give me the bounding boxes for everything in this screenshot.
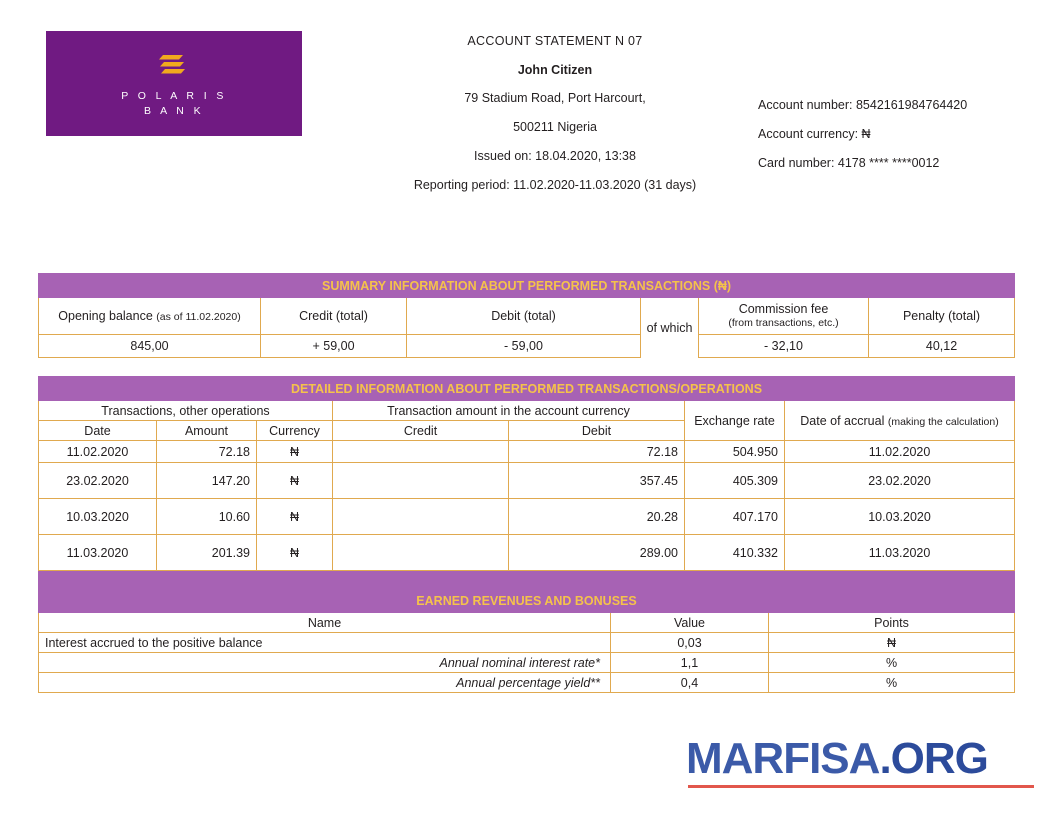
row-exchange-rate: 405.309 (685, 463, 785, 499)
summary-header-opening-balance (39, 298, 261, 335)
row-accrual-date: 10.03.2020 (785, 499, 1015, 535)
page-title: ACCOUNT STATEMENT N 07 (467, 34, 643, 48)
account-meta (758, 91, 967, 178)
summary-table (38, 273, 1015, 358)
list-item (39, 673, 1015, 693)
revenue-name: Annual nominal interest rate* (39, 653, 611, 673)
row-date: 11.03.2020 (39, 535, 157, 571)
table-row (39, 463, 1015, 499)
summary-value-credit-total: + 59,00 (261, 335, 407, 358)
watermark-underline (688, 785, 1034, 788)
row-exchange-rate: 504.950 (685, 441, 785, 463)
detailed-footer-band (39, 571, 1015, 588)
list-item (39, 653, 1015, 673)
row-amount: 10.60 (157, 499, 257, 535)
summary-value-commission-fee: - 32,10 (699, 335, 869, 358)
row-credit (333, 535, 509, 571)
summary-header-penalty-total: Penalty (total) (869, 298, 1015, 335)
row-amount: 201.39 (157, 535, 257, 571)
bank-logo-line2: B A N K (144, 105, 204, 117)
row-date: 11.02.2020 (39, 441, 157, 463)
summary-header-debit-total: Debit (total) (407, 298, 641, 335)
row-accrual-date: 11.02.2020 (785, 441, 1015, 463)
detailed-band-label: DETAILED INFORMATION ABOUT PERFORMED TRANSACTIONS/OPERATIONS (39, 377, 1015, 401)
row-credit (333, 499, 509, 535)
detailed-group-header-row (39, 401, 1015, 421)
summary-header-commission-fee (699, 298, 869, 335)
revenues-header-row (39, 613, 1015, 633)
revenues-col-name: Name (39, 613, 611, 633)
row-currency: ₦ (257, 535, 333, 571)
statement-header (0, 0, 1052, 210)
detailed-group-date-of-accrual-note: (making the calculation) (887, 415, 999, 428)
row-debit: 289.00 (509, 535, 685, 571)
summary-header-commission-fee-label: Commission fee (738, 302, 829, 316)
bank-logo-text (46, 89, 302, 119)
summary-of-which-label: of which (641, 298, 699, 358)
revenues-band-label: EARNED REVENUES AND BONUSES (39, 589, 1015, 613)
detailed-col-currency: Currency (257, 421, 333, 441)
summary-value-opening-balance: 845,00 (39, 335, 261, 358)
detailed-band-row (39, 377, 1015, 401)
account-holder-name: John Citizen (517, 63, 593, 77)
detailed-col-amount: Amount (157, 421, 257, 441)
revenues-section (38, 588, 1014, 693)
detailed-group-transactions: Transactions, other operations (39, 401, 333, 421)
revenue-name: Annual percentage yield** (39, 673, 611, 693)
summary-header-row (39, 298, 1015, 335)
revenue-value: 1,1 (611, 653, 769, 673)
row-date: 10.03.2020 (39, 499, 157, 535)
row-currency: ₦ (257, 463, 333, 499)
summary-section (38, 273, 1014, 358)
address-line-1: 79 Stadium Road, Port Harcourt, (464, 91, 646, 105)
list-item (39, 633, 1015, 653)
row-debit: 20.28 (509, 499, 685, 535)
bank-logo-line1: P O L A R I S (121, 90, 227, 102)
revenue-points: ₦ (769, 633, 1015, 653)
watermark-part1: MARFISA (686, 734, 880, 783)
revenue-name: Interest accrued to the positive balance (39, 633, 611, 653)
summary-header-opening-balance-note: (as of 11.02.2020) (156, 310, 241, 323)
revenues-col-points: Points (769, 613, 1015, 633)
table-row (39, 499, 1015, 535)
row-accrual-date: 23.02.2020 (785, 463, 1015, 499)
row-currency: ₦ (257, 499, 333, 535)
summary-value-debit-total: - 59,00 (407, 335, 641, 358)
row-amount: 72.18 (157, 441, 257, 463)
summary-header-opening-balance-label: Opening balance (58, 308, 153, 323)
account-currency: Account currency: ₦ (758, 127, 871, 141)
revenue-value: 0,03 (611, 633, 769, 653)
summary-header-credit-total: Credit (total) (261, 298, 407, 335)
account-number: Account number: 8542161984764420 (758, 98, 968, 112)
detailed-group-exchange-rate: Exchange rate (685, 401, 785, 441)
table-row (39, 535, 1015, 571)
summary-band-row (39, 274, 1015, 298)
watermark (686, 735, 1036, 793)
detailed-group-date-of-accrual-label: Date of accrual (800, 413, 885, 428)
address-line-2: 500211 Nigeria (513, 120, 597, 134)
detailed-section (38, 376, 1014, 588)
detailed-col-credit: Credit (333, 421, 509, 441)
summary-header-commission-fee-note: (from transactions, etc.) (728, 317, 839, 329)
summary-value-penalty-total: 40,12 (869, 335, 1015, 358)
detailed-group-date-of-accrual (785, 401, 1015, 441)
revenue-points: % (769, 673, 1015, 693)
reporting-period: Reporting period: 11.02.2020-11.03.2020 (31 days) (413, 178, 697, 192)
card-number: Card number: 4178 **** ****0012 (758, 156, 940, 170)
row-exchange-rate: 407.170 (685, 499, 785, 535)
revenues-table (38, 588, 1015, 693)
row-credit (333, 463, 509, 499)
detailed-col-date: Date (39, 421, 157, 441)
row-exchange-rate: 410.332 (685, 535, 785, 571)
row-debit: 72.18 (509, 441, 685, 463)
issued-on: Issued on: 18.04.2020, 13:38 (474, 149, 636, 163)
watermark-part2: .ORG (879, 734, 988, 783)
revenues-col-value: Value (611, 613, 769, 633)
revenue-value: 0,4 (611, 673, 769, 693)
row-credit (333, 441, 509, 463)
detailed-col-debit: Debit (509, 421, 685, 441)
bank-logo (46, 31, 302, 136)
revenues-band-row (39, 589, 1015, 613)
row-date: 23.02.2020 (39, 463, 157, 499)
summary-band-label: SUMMARY INFORMATION ABOUT PERFORMED TRANSACTIONS (₦) (39, 274, 1015, 298)
row-debit: 357.45 (509, 463, 685, 499)
row-currency: ₦ (257, 441, 333, 463)
revenue-points: % (769, 653, 1015, 673)
detailed-group-amount-account-currency: Transaction amount in the account currency (333, 401, 685, 421)
summary-value-row (39, 335, 1015, 358)
watermark-text (686, 735, 1036, 783)
table-row (39, 441, 1015, 463)
row-amount: 147.20 (157, 463, 257, 499)
detailed-table (38, 376, 1015, 588)
row-accrual-date: 11.03.2020 (785, 535, 1015, 571)
polaris-logo-icon (157, 49, 191, 83)
